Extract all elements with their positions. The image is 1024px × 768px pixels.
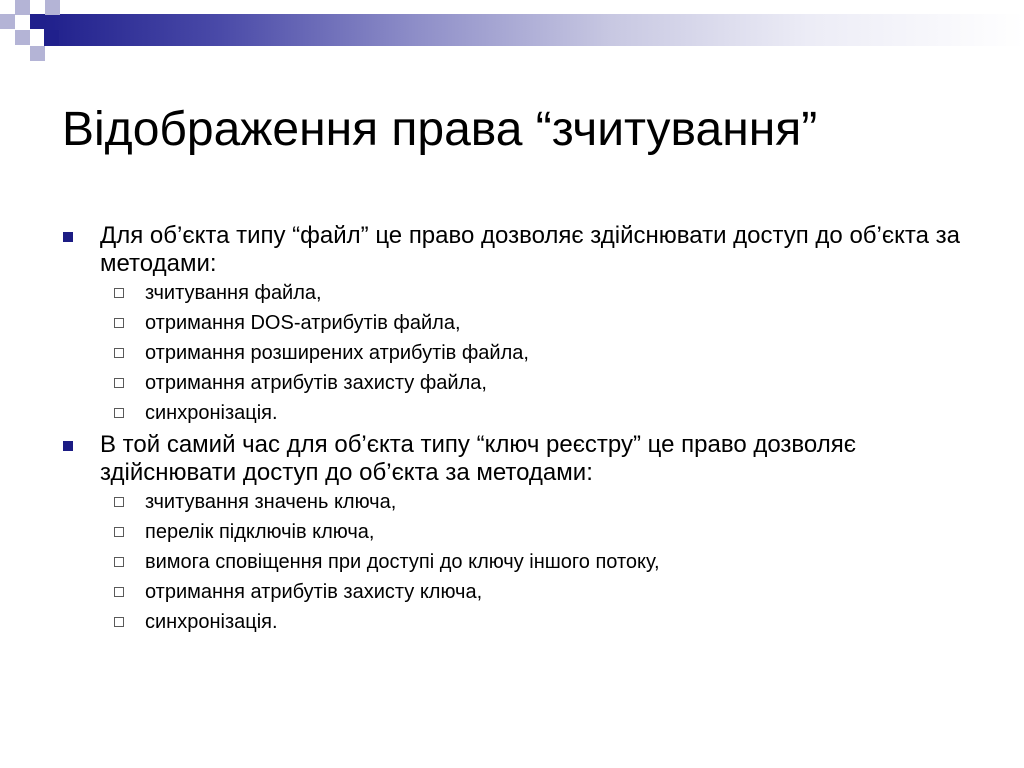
hollow-square-bullet-icon — [114, 348, 124, 358]
decor-square — [30, 46, 45, 61]
bullet-item — [62, 431, 962, 487]
sub-bullet-item — [62, 281, 962, 305]
slide-title: Відображення права “зчитування” — [62, 103, 818, 156]
bullet-item — [62, 222, 962, 278]
header-gradient-bar — [44, 14, 1024, 46]
hollow-square-bullet-icon — [114, 527, 124, 537]
sub-list — [62, 490, 962, 634]
sub-bullet-text: отримання атрибутів захисту ключа, — [145, 581, 483, 603]
sub-bullet-item — [62, 580, 962, 604]
sub-bullet-item — [62, 401, 962, 425]
sub-bullet-item — [62, 520, 962, 544]
decor-square — [0, 14, 15, 29]
decor-square — [15, 30, 30, 45]
hollow-square-bullet-icon — [114, 617, 124, 627]
slide-content — [62, 222, 962, 640]
sub-bullet-item — [62, 341, 962, 365]
hollow-square-bullet-icon — [114, 378, 124, 388]
square-bullet-icon — [63, 441, 73, 451]
sub-bullet-item — [62, 490, 962, 514]
sub-bullet-text: отримання DOS-атрибутів файла, — [145, 312, 461, 334]
sub-bullet-text: отримання атрибутів захисту файла, — [145, 372, 487, 394]
sub-list — [62, 281, 962, 425]
sub-bullet-item — [62, 371, 962, 395]
decor-square — [44, 30, 59, 45]
sub-bullet-item — [62, 550, 962, 574]
decor-square — [45, 0, 60, 15]
sub-bullet-text: зчитування файла, — [145, 282, 322, 304]
sub-bullet-text: вимога сповіщення при доступі до ключу іншого потоку, — [145, 551, 660, 573]
hollow-square-bullet-icon — [114, 557, 124, 567]
sub-bullet-text: перелік підключів ключа, — [145, 521, 375, 543]
sub-bullet-text: синхронізація. — [145, 402, 278, 424]
sub-bullet-item — [62, 610, 962, 634]
square-bullet-icon — [63, 232, 73, 242]
sub-bullet-text: зчитування значень ключа, — [145, 491, 397, 513]
decor-square — [30, 14, 45, 29]
hollow-square-bullet-icon — [114, 288, 124, 298]
hollow-square-bullet-icon — [114, 497, 124, 507]
hollow-square-bullet-icon — [114, 408, 124, 418]
header-decoration — [0, 0, 1024, 62]
hollow-square-bullet-icon — [114, 318, 124, 328]
bullet-text: В той самий час для об’єкта типу “ключ реєстру” це право дозволяє здійснювати доступ до об’єкта за методами: — [100, 431, 856, 486]
decor-square — [15, 0, 30, 15]
bullet-text: Для об’єкта типу “файл” це право дозволяє здійснювати доступ до об’єкта за методами: — [100, 222, 960, 277]
sub-bullet-text: отримання розширених атрибутів файла, — [145, 342, 529, 364]
sub-bullet-item — [62, 311, 962, 335]
sub-bullet-text: синхронізація. — [145, 611, 278, 633]
hollow-square-bullet-icon — [114, 587, 124, 597]
